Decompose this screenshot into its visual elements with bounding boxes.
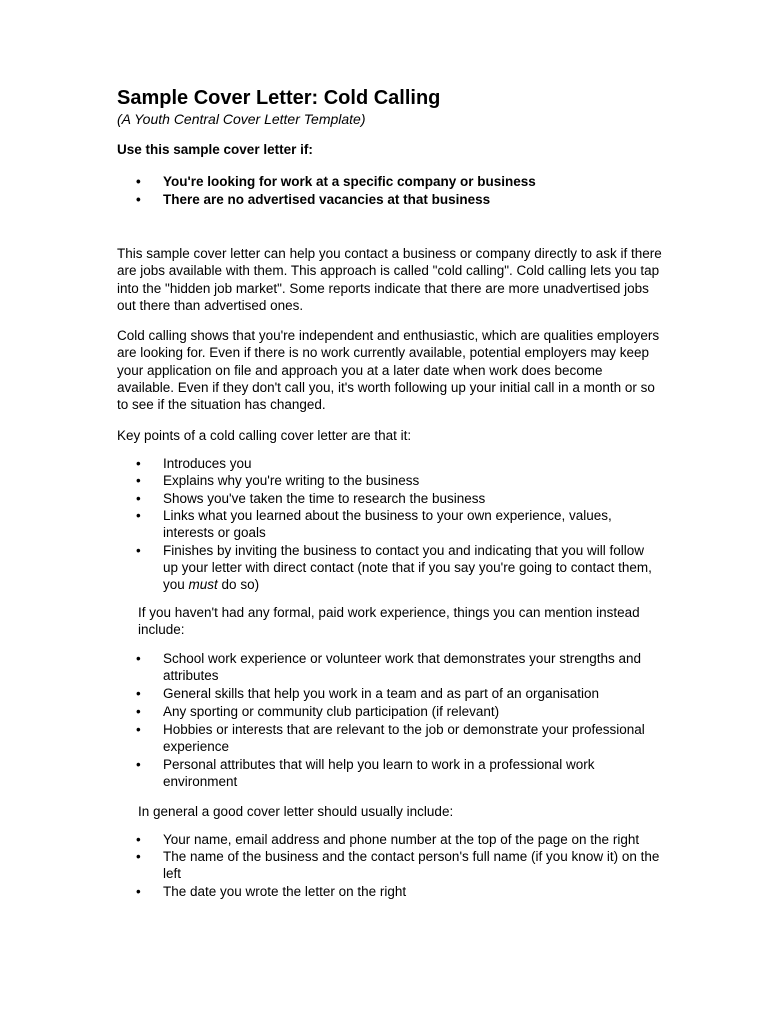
list-item: • There are no advertised vacancies at that business — [136, 192, 491, 207]
include-list — [117, 831, 662, 900]
bullet-icon: • — [136, 174, 141, 189]
list-item: • The date you wrote the letter on the right — [136, 883, 407, 899]
list-item: • Introduces you — [136, 455, 252, 471]
list-item: • School work experience or volunteer work that demonstrates your strengths and attributes — [136, 650, 641, 683]
intro-paragraph: This sample cover letter can help you contact a business or company directly to ask if there are jobs available with them. This approach is called "cold calling". Cold calling lets you tap into the "hidden job market". Some reports indicate that there are more unadvertised jobs out there than advertised ones. — [117, 246, 662, 313]
list-item: • Explains why you're writing to the business — [136, 473, 420, 489]
bullet-icon: • — [136, 721, 141, 737]
document-title: Sample Cover Letter: Cold Calling — [117, 87, 441, 109]
list-item: • Personal attributes that will help you learn to work in a professional work environment — [136, 756, 595, 789]
bullet-icon: • — [136, 455, 141, 471]
list-item: • Links what you learned about the business to your own experience, values, interests or goals — [136, 508, 612, 541]
usage-list — [117, 173, 662, 208]
bullet-icon: • — [136, 831, 141, 847]
list-item: • Your name, email address and phone number at the top of the page on the right — [136, 831, 640, 847]
bullet-icon: • — [136, 756, 141, 772]
list-item: • The name of the business and the contact person's full name (if you know it) on the left — [136, 849, 660, 882]
include-intro: In general a good cover letter should usually include: — [138, 803, 454, 819]
document-subtitle: (A Youth Central Cover Letter Template) — [117, 111, 366, 127]
bullet-icon: • — [136, 490, 141, 506]
list-item: • Any sporting or community club participation (if relevant) — [136, 703, 500, 719]
bullet-icon: • — [136, 473, 141, 489]
bullet-icon: • — [136, 508, 141, 524]
list-item: • Hobbies or interests that are relevant to the job or demonstrate your professional experience — [136, 721, 645, 754]
bullet-icon: • — [136, 685, 141, 701]
emphasis-text: must — [188, 576, 218, 592]
bullet-icon: • — [136, 883, 141, 899]
list-item: • General skills that help you work in a team and as part of an organisation — [136, 685, 599, 701]
document-page — [117, 86, 662, 900]
bullet-icon: • — [136, 650, 141, 666]
list-item: • Shows you've taken the time to research the business — [136, 490, 486, 506]
keypoints-list — [117, 455, 662, 593]
mention-list — [117, 650, 662, 790]
list-item: • Finishes by inviting the business to contact you and indicating that you will follow up your letter with direct contact (note that if you say you're going to contact them, you must do so) — [136, 542, 652, 592]
cold-calling-paragraph: Cold calling shows that you're independent and enthusiastic, which are qualities employers are looking for. Even if there is no work currently available, potential employers may keep your application on file and approach you at a later date when work does become available. Even if they don't call you, it's worth following up your initial call in a month or so to see if the situation has changed. — [117, 328, 660, 413]
bullet-icon: • — [136, 542, 141, 558]
bullet-icon: • — [136, 192, 141, 207]
list-item: • You're looking for work at a specific company or business — [136, 174, 536, 189]
mention-intro: If you haven't had any formal, paid work experience, things you can mention instead include: — [138, 604, 640, 638]
keypoints-intro: Key points of a cold calling cover letter are that it: — [117, 427, 412, 443]
bullet-icon: • — [136, 703, 141, 719]
bullet-icon: • — [136, 849, 141, 865]
usage-heading: Use this sample cover letter if: — [117, 142, 313, 157]
